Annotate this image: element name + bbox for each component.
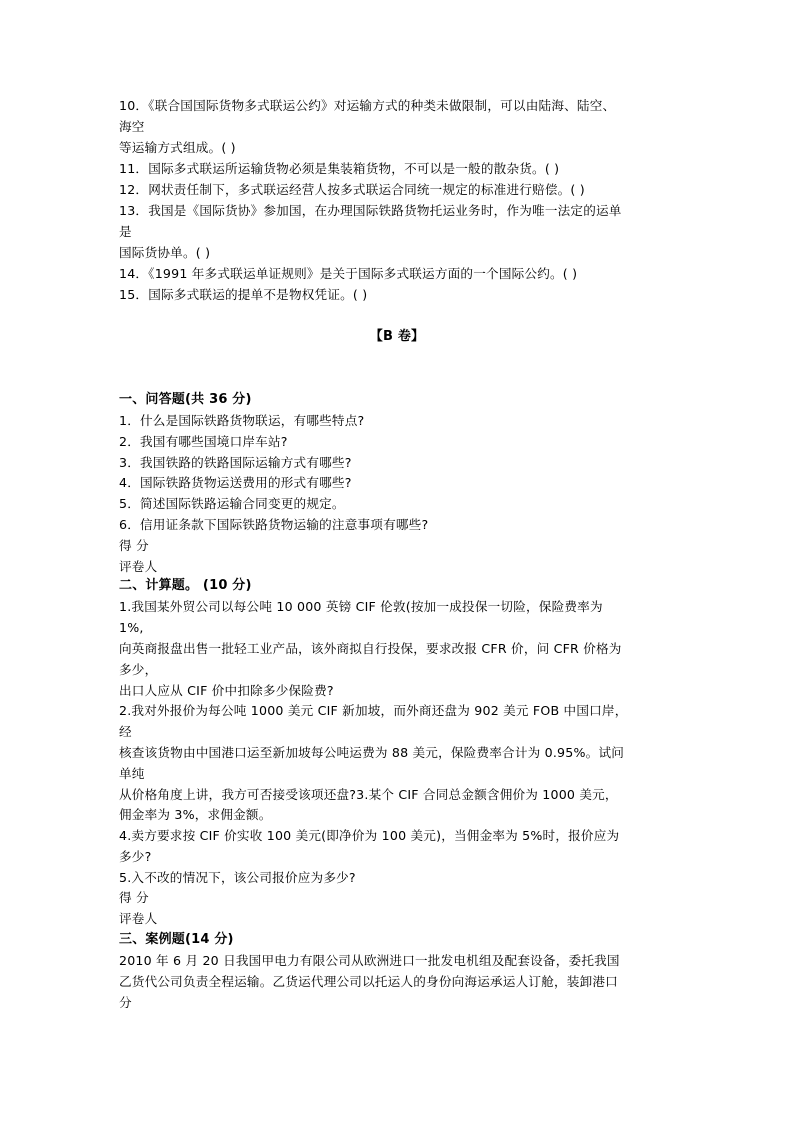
section-2-line-7: 经 xyxy=(119,724,132,739)
question-14: 14．《1991 年多式联运单证规则》是关于国际多式联运方面的一个国际公约。( ) xyxy=(119,266,578,281)
section-2-line-2: 1%, xyxy=(119,620,144,635)
section-2-line-9: 单纯 xyxy=(119,766,145,781)
section-2-line-14: 5.入不改的情况下，该公司报价应为多少? xyxy=(119,870,356,885)
section-1-score-label: 得 分 xyxy=(119,538,149,553)
section-2-line-8: 核查该货物由中国港口运至新加坡每公吨运费为 88 美元，保险费率合计为 0.95%。试问 xyxy=(119,745,625,760)
section-2-line-11: 佣金率为 3%，求佣金额。 xyxy=(119,807,272,822)
section-3-line-1: 2010 年 6 月 20 日我国甲电力有限公司从欧洲进口一批发电机组及配套设备，委托我国 xyxy=(119,953,620,968)
section-1-question-6: 6．信用证条款下国际铁路货物运输的注意事项有哪些? xyxy=(119,517,429,532)
section-2-line-3: 向英商报盘出售一批轻工业产品，该外商拟自行投保，要求改报 CFR 价，问 CFR 价格为 xyxy=(119,641,622,656)
section-3-heading: 三、案例题(14 分) xyxy=(119,932,234,947)
question-10-line-1: 10．《联合国国际货物多式联运公约》对运输方式的种类未做限制，可以由陆海、陆空、 xyxy=(119,98,616,113)
section-1-heading: 一、问答题(共 36 分) xyxy=(119,392,252,407)
section-2-grader-label: 评卷人 xyxy=(119,911,158,926)
section-2-heading: 二、计算题。 (10 分) xyxy=(119,578,252,593)
question-12: 12．网状责任制下，多式联运经营人按多式联运合同统一规定的标准进行赔偿。( ) xyxy=(119,182,585,197)
section-2-score-label: 得 分 xyxy=(119,890,149,905)
question-10-line-3: 等运输方式组成。( ) xyxy=(119,140,236,155)
question-15: 15．国际多式联运的提单不是物权凭证。( ) xyxy=(119,287,368,302)
section-2-line-10: 从价格角度上讲，我方可否接受该项还盘?3.某个 CIF 合同总金额含佣价为 1000 美元， xyxy=(119,787,618,802)
section-1-question-1: 1．什么是国际铁路货物联运，有哪些特点? xyxy=(119,413,365,428)
section-2-line-12: 4.卖方要求按 CIF 价实收 100 美元(即净价为 100 美元)，当佣金率为 5%时，报价应为 xyxy=(119,828,620,843)
section-3-line-2: 乙货代公司负责全程运输。乙货运代理公司以托运人的身份向海运承运人订舱，装卸港口 xyxy=(119,974,618,989)
question-13-line-1: 13．我国是《国际货协》参加国，在办理国际铁路货物托运业务时，作为唯一法定的运单 xyxy=(119,203,622,218)
section-1-grader-label: 评卷人 xyxy=(119,559,158,574)
question-11: 11．国际多式联运所运输货物必须是集装箱货物，不可以是一般的散杂货。( ) xyxy=(119,161,560,176)
section-1-question-2: 2．我国有哪些国境口岸车站? xyxy=(119,434,288,449)
section-3-line-3: 分 xyxy=(119,995,132,1010)
section-1-question-4: 4．国际铁路货物运送费用的形式有哪些? xyxy=(119,475,352,490)
question-10-line-2: 海空 xyxy=(119,119,145,134)
section-1-question-3: 3．我国铁路的铁路国际运输方式有哪些? xyxy=(119,455,352,470)
question-13-line-3: 国际货协单。( ) xyxy=(119,245,211,260)
section-2-line-1: 1.我国某外贸公司以每公吨 10 000 英镑 CIF 伦敦(按加一成投保一切险，保险费率为 xyxy=(119,599,603,614)
section-2-line-6: 2.我对外报价为每公吨 1000 美元 CIF 新加坡，而外商还盘为 902 美元 FOB 中国口岸， xyxy=(119,703,628,718)
volume-title: 【B 卷】 xyxy=(369,329,425,344)
section-1-question-5: 5．简述国际铁路运输合同变更的规定。 xyxy=(119,496,345,511)
section-2-line-4: 多少， xyxy=(119,662,158,677)
question-13-line-2: 是 xyxy=(119,224,132,239)
section-2-line-5: 出口人应从 CIF 价中扣除多少保险费? xyxy=(119,683,334,698)
section-2-line-13: 多少? xyxy=(119,849,152,864)
